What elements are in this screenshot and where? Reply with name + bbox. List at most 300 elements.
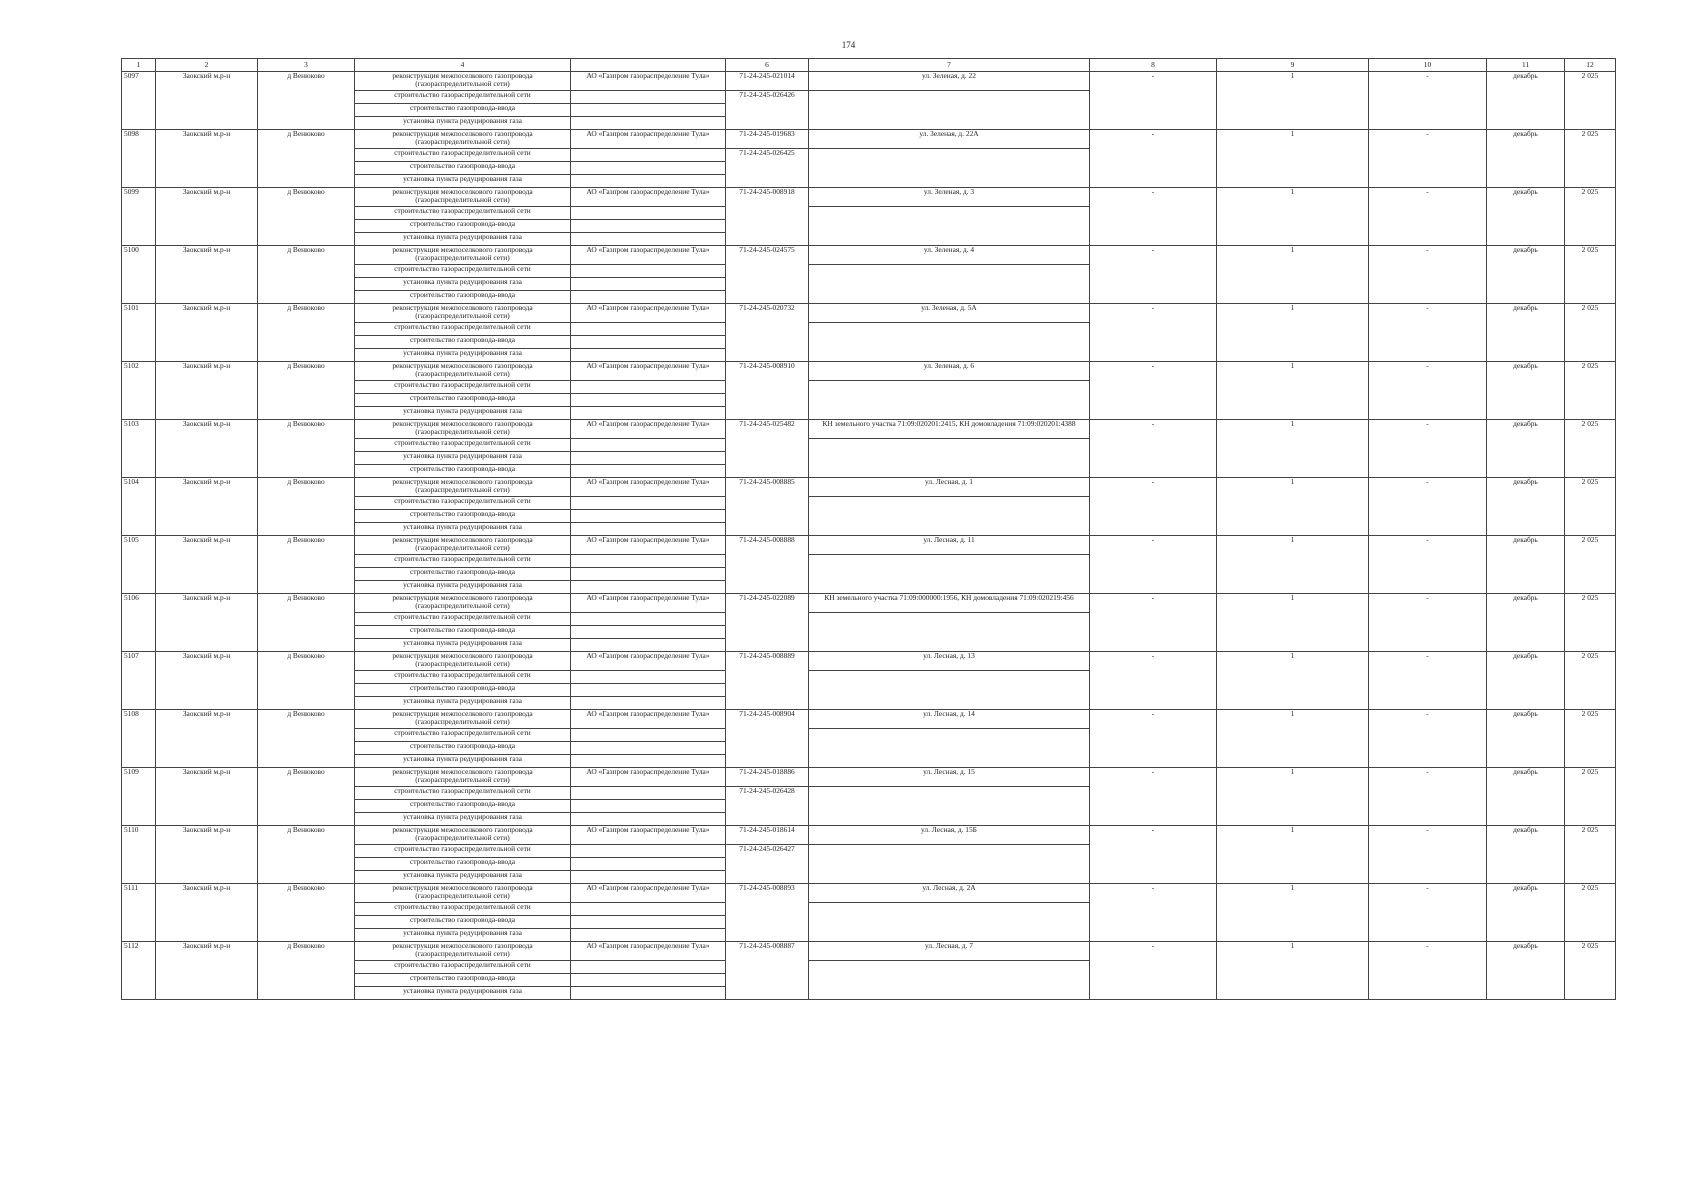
organization-cell (571, 465, 726, 478)
record-number: 5108 (122, 710, 156, 768)
table-row (122, 652, 1616, 671)
organization-cell (571, 336, 726, 349)
work-type-cell: строительство газопровода-ввода (355, 684, 571, 697)
application-id-cell: 71-24-245-019683 (726, 130, 809, 149)
work-type-cell: строительство газораспределительной сети (355, 149, 571, 162)
record-number: 5100 (122, 246, 156, 304)
organization-cell (571, 581, 726, 594)
address-cell (809, 613, 1090, 652)
organization-cell (571, 149, 726, 162)
month-cell: декабрь (1487, 130, 1565, 188)
column-9-cell: 1 (1217, 884, 1369, 942)
district-cell: Заокский м.р-н (156, 188, 258, 246)
column-9-cell: 1 (1217, 72, 1369, 130)
column-10-cell: - (1369, 130, 1487, 188)
record-number: 5107 (122, 652, 156, 710)
work-type-cell: строительство газопровода-ввода (355, 394, 571, 407)
year-cell: 2 025 (1565, 536, 1616, 594)
work-type-cell: строительство газораспределительной сети (355, 497, 571, 510)
district-cell: Заокский м.р-н (156, 72, 258, 130)
address-cell (809, 845, 1090, 884)
year-cell: 2 025 (1565, 130, 1616, 188)
column-9-cell: 1 (1217, 710, 1369, 768)
work-type-cell: строительство газопровода-ввода (355, 291, 571, 304)
work-type-cell: строительство газораспределительной сети (355, 729, 571, 742)
column-8-cell: - (1090, 826, 1217, 884)
column-header: 9 (1217, 59, 1369, 72)
work-type-cell: реконструкция межпоселкового газопровода (газораспределительной сети) (355, 188, 571, 207)
district-cell: Заокский м.р-н (156, 130, 258, 188)
organization-cell (571, 394, 726, 407)
column-10-cell: - (1369, 942, 1487, 1000)
work-type-cell: установка пункта редуцирования газа (355, 813, 571, 826)
application-id-cell: 71-24-245-008904 (726, 710, 809, 768)
district-cell: Заокский м.р-н (156, 942, 258, 1000)
year-cell: 2 025 (1565, 478, 1616, 536)
organization-cell (571, 291, 726, 304)
work-type-cell: строительство газопровода-ввода (355, 220, 571, 233)
address-cell: ул. Зеленая, д. 6 (809, 362, 1090, 381)
organization-cell (571, 871, 726, 884)
application-id-cell: 71-24-245-022089 (726, 594, 809, 652)
organization-cell (571, 523, 726, 536)
application-id-cell: 71-24-245-026425 (726, 149, 809, 188)
year-cell: 2 025 (1565, 942, 1616, 1000)
organization-cell (571, 162, 726, 175)
year-cell: 2 025 (1565, 72, 1616, 130)
work-type-cell: установка пункта редуцирования газа (355, 452, 571, 465)
work-type-cell: реконструкция межпоселкового газопровода (газораспределительной сети) (355, 710, 571, 729)
work-type-cell: реконструкция межпоселкового газопровода (газораспределительной сети) (355, 420, 571, 439)
column-header: 4 (355, 59, 571, 72)
work-type-cell: установка пункта редуцирования газа (355, 278, 571, 291)
organization-cell (571, 697, 726, 710)
locality-cell: д Венюково (258, 188, 355, 246)
district-cell: Заокский м.р-н (156, 768, 258, 826)
column-10-cell: - (1369, 594, 1487, 652)
work-type-cell: установка пункта редуцирования газа (355, 581, 571, 594)
year-cell: 2 025 (1565, 362, 1616, 420)
address-cell: ул. Зеленая, д. 3 (809, 188, 1090, 207)
work-type-cell: реконструкция межпоселкового газопровода (газораспределительной сети) (355, 942, 571, 961)
month-cell: декабрь (1487, 304, 1565, 362)
work-type-cell: реконструкция межпоселкового газопровода (газораспределительной сети) (355, 536, 571, 555)
organization-cell (571, 639, 726, 652)
work-type-cell: строительство газопровода-ввода (355, 974, 571, 987)
address-cell: ул. Лесная, д. 7 (809, 942, 1090, 961)
record-number: 5104 (122, 478, 156, 536)
work-type-cell: реконструкция межпоселкового газопровода (газораспределительной сети) (355, 884, 571, 903)
organization-cell (571, 175, 726, 188)
year-cell: 2 025 (1565, 652, 1616, 710)
column-10-cell: - (1369, 362, 1487, 420)
application-id-cell: 71-24-245-020732 (726, 304, 809, 362)
work-type-cell: установка пункта редуцирования газа (355, 871, 571, 884)
work-type-cell: реконструкция межпоселкового газопровода (газораспределительной сети) (355, 826, 571, 845)
address-cell (809, 729, 1090, 768)
locality-cell: д Венюково (258, 420, 355, 478)
district-cell: Заокский м.р-н (156, 652, 258, 710)
organization-cell: АО «Газпром газораспределение Тула» (571, 826, 726, 845)
address-cell: ул. Лесная, д. 1 (809, 478, 1090, 497)
application-id-cell: 71-24-245-008893 (726, 884, 809, 942)
district-cell: Заокский м.р-н (156, 362, 258, 420)
organization-cell (571, 684, 726, 697)
work-type-cell: установка пункта редуцирования газа (355, 697, 571, 710)
column-9-cell: 1 (1217, 478, 1369, 536)
table-row (122, 72, 1616, 91)
month-cell: декабрь (1487, 536, 1565, 594)
table-row (122, 246, 1616, 265)
address-cell (809, 323, 1090, 362)
organization-cell (571, 323, 726, 336)
locality-cell: д Венюково (258, 826, 355, 884)
application-id-cell: 71-24-245-008910 (726, 362, 809, 420)
district-cell: Заокский м.р-н (156, 536, 258, 594)
column-header: 12 (1565, 59, 1616, 72)
column-header: 10 (1369, 59, 1487, 72)
month-cell: декабрь (1487, 884, 1565, 942)
column-9-cell: 1 (1217, 768, 1369, 826)
month-cell: декабрь (1487, 72, 1565, 130)
record-number: 5110 (122, 826, 156, 884)
district-cell: Заокский м.р-н (156, 594, 258, 652)
column-8-cell: - (1090, 652, 1217, 710)
organization-cell: АО «Газпром газораспределение Тула» (571, 72, 726, 91)
column-8-cell: - (1090, 362, 1217, 420)
month-cell: декабрь (1487, 246, 1565, 304)
application-id-cell: 71-24-245-024575 (726, 246, 809, 304)
organization-cell: АО «Газпром газораспределение Тула» (571, 768, 726, 787)
address-cell (809, 961, 1090, 1000)
application-id-cell: 71-24-245-008918 (726, 188, 809, 246)
work-type-cell: реконструкция межпоселкового газопровода (газораспределительной сети) (355, 130, 571, 149)
column-header: 8 (1090, 59, 1217, 72)
work-type-cell: строительство газопровода-ввода (355, 336, 571, 349)
record-number: 5109 (122, 768, 156, 826)
work-type-cell: установка пункта редуцирования газа (355, 523, 571, 536)
organization-cell: АО «Газпром газораспределение Тула» (571, 188, 726, 207)
organization-cell: АО «Газпром газораспределение Тула» (571, 536, 726, 555)
locality-cell: д Венюково (258, 362, 355, 420)
year-cell: 2 025 (1565, 246, 1616, 304)
organization-cell: АО «Газпром газораспределение Тула» (571, 942, 726, 961)
address-cell (809, 207, 1090, 246)
column-8-cell: - (1090, 72, 1217, 130)
column-10-cell: - (1369, 246, 1487, 304)
year-cell: 2 025 (1565, 884, 1616, 942)
month-cell: декабрь (1487, 826, 1565, 884)
column-9-cell: 1 (1217, 652, 1369, 710)
organization-cell (571, 555, 726, 568)
column-8-cell: - (1090, 710, 1217, 768)
work-type-cell: строительство газораспределительной сети (355, 845, 571, 858)
work-type-cell: строительство газопровода-ввода (355, 626, 571, 639)
organization-cell (571, 787, 726, 800)
work-type-cell: реконструкция межпоселкового газопровода (газораспределительной сети) (355, 652, 571, 671)
column-header: 1 (122, 59, 156, 72)
table-row (122, 304, 1616, 323)
record-number: 5103 (122, 420, 156, 478)
address-cell (809, 497, 1090, 536)
work-type-cell: строительство газораспределительной сети (355, 613, 571, 626)
locality-cell: д Венюково (258, 72, 355, 130)
organization-cell (571, 452, 726, 465)
column-8-cell: - (1090, 594, 1217, 652)
organization-cell (571, 104, 726, 117)
organization-cell (571, 117, 726, 130)
work-type-cell: строительство газопровода-ввода (355, 568, 571, 581)
organization-cell: АО «Газпром газораспределение Тула» (571, 652, 726, 671)
work-type-cell: строительство газопровода-ввода (355, 510, 571, 523)
organization-cell (571, 858, 726, 871)
application-id-cell: 71-24-245-008887 (726, 942, 809, 1000)
work-type-cell: установка пункта редуцирования газа (355, 987, 571, 1000)
work-type-cell: установка пункта редуцирования газа (355, 349, 571, 362)
locality-cell: д Венюково (258, 768, 355, 826)
application-id-cell: 71-24-245-026428 (726, 787, 809, 826)
column-header: 11 (1487, 59, 1565, 72)
year-cell: 2 025 (1565, 594, 1616, 652)
work-type-cell: строительство газораспределительной сети (355, 903, 571, 916)
work-type-cell: строительство газораспределительной сети (355, 91, 571, 104)
work-type-cell: установка пункта редуцирования газа (355, 117, 571, 130)
work-type-cell: строительство газораспределительной сети (355, 439, 571, 452)
column-8-cell: - (1090, 884, 1217, 942)
month-cell: декабрь (1487, 652, 1565, 710)
address-cell (809, 381, 1090, 420)
work-type-cell: строительство газораспределительной сети (355, 555, 571, 568)
organization-cell (571, 568, 726, 581)
address-cell (809, 439, 1090, 478)
address-cell: ул. Лесная, д. 14 (809, 710, 1090, 729)
month-cell: декабрь (1487, 362, 1565, 420)
organization-cell (571, 278, 726, 291)
district-cell: Заокский м.р-н (156, 884, 258, 942)
table-row (122, 130, 1616, 149)
work-type-cell: реконструкция межпоселкового газопровода (газораспределительной сети) (355, 362, 571, 381)
work-type-cell: строительство газораспределительной сети (355, 381, 571, 394)
work-type-cell: установка пункта редуцирования газа (355, 755, 571, 768)
year-cell: 2 025 (1565, 304, 1616, 362)
locality-cell: д Венюково (258, 478, 355, 536)
application-id-cell: 71-24-245-018886 (726, 768, 809, 787)
record-number: 5101 (122, 304, 156, 362)
column-header: 7 (809, 59, 1090, 72)
organization-cell: АО «Газпром газораспределение Тула» (571, 478, 726, 497)
organization-cell (571, 407, 726, 420)
organization-cell (571, 845, 726, 858)
organization-cell: АО «Газпром газораспределение Тула» (571, 304, 726, 323)
column-9-cell: 1 (1217, 420, 1369, 478)
table-row (122, 594, 1616, 613)
address-cell: ул. Лесная, д. 15Б (809, 826, 1090, 845)
column-9-cell: 1 (1217, 188, 1369, 246)
record-number: 5112 (122, 942, 156, 1000)
address-cell: ул. Лесная, д. 2А (809, 884, 1090, 903)
table-row (122, 710, 1616, 729)
column-9-cell: 1 (1217, 594, 1369, 652)
header-row (122, 59, 1616, 72)
organization-cell (571, 755, 726, 768)
organization-cell (571, 671, 726, 684)
work-type-cell: строительство газораспределительной сети (355, 323, 571, 336)
organization-cell (571, 349, 726, 362)
address-cell: КН земельного участка 71:09:000000:1956, КН домовладения 71:09:020219:456 (809, 594, 1090, 613)
district-cell: Заокский м.р-н (156, 478, 258, 536)
organization-cell (571, 233, 726, 246)
column-10-cell: - (1369, 884, 1487, 942)
locality-cell: д Венюково (258, 710, 355, 768)
locality-cell: д Венюково (258, 942, 355, 1000)
organization-cell (571, 974, 726, 987)
address-cell: ул. Лесная, д. 13 (809, 652, 1090, 671)
month-cell: декабрь (1487, 768, 1565, 826)
register-body (122, 72, 1616, 1000)
work-type-cell: строительство газопровода-ввода (355, 800, 571, 813)
address-cell: ул. Зеленая, д. 5А (809, 304, 1090, 323)
application-id-cell: 71-24-245-008888 (726, 536, 809, 594)
work-type-cell: строительство газопровода-ввода (355, 104, 571, 117)
record-number: 5105 (122, 536, 156, 594)
address-cell: ул. Зеленая, д. 22А (809, 130, 1090, 149)
column-10-cell: - (1369, 188, 1487, 246)
work-type-cell: установка пункта редуцирования газа (355, 407, 571, 420)
month-cell: декабрь (1487, 942, 1565, 1000)
column-8-cell: - (1090, 130, 1217, 188)
application-id-cell: 71-24-245-025482 (726, 420, 809, 478)
organization-cell (571, 916, 726, 929)
address-cell: ул. Зеленая, д. 22 (809, 72, 1090, 91)
organization-cell: АО «Газпром газораспределение Тула» (571, 594, 726, 613)
table-row (122, 478, 1616, 497)
column-header: 2 (156, 59, 258, 72)
organization-cell: АО «Газпром газораспределение Тула» (571, 362, 726, 381)
year-cell: 2 025 (1565, 188, 1616, 246)
locality-cell: д Венюково (258, 536, 355, 594)
column-10-cell: - (1369, 72, 1487, 130)
locality-cell: д Венюково (258, 594, 355, 652)
column-8-cell: - (1090, 420, 1217, 478)
column-9-cell: 1 (1217, 246, 1369, 304)
district-cell: Заокский м.р-н (156, 304, 258, 362)
organization-cell (571, 929, 726, 942)
month-cell: декабрь (1487, 594, 1565, 652)
month-cell: декабрь (1487, 710, 1565, 768)
work-type-cell: реконструкция межпоселкового газопровода (газораспределительной сети) (355, 594, 571, 613)
organization-cell (571, 439, 726, 452)
address-cell (809, 787, 1090, 826)
organization-cell: АО «Газпром газораспределение Тула» (571, 884, 726, 903)
work-type-cell: установка пункта редуцирования газа (355, 929, 571, 942)
organization-cell (571, 207, 726, 220)
record-number: 5099 (122, 188, 156, 246)
table-row (122, 362, 1616, 381)
organization-cell (571, 626, 726, 639)
year-cell: 2 025 (1565, 420, 1616, 478)
locality-cell: д Венюково (258, 884, 355, 942)
work-type-cell: реконструкция межпоселкового газопровода (газораспределительной сети) (355, 768, 571, 787)
gasification-register-table (121, 58, 1616, 1000)
organization-cell: АО «Газпром газораспределение Тула» (571, 710, 726, 729)
work-type-cell: строительство газопровода-ввода (355, 858, 571, 871)
page-number: 174 (841, 40, 856, 50)
column-header: 6 (726, 59, 809, 72)
work-type-cell: строительство газораспределительной сети (355, 671, 571, 684)
organization-cell: АО «Газпром газораспределение Тула» (571, 130, 726, 149)
organization-cell (571, 813, 726, 826)
month-cell: декабрь (1487, 188, 1565, 246)
organization-cell (571, 742, 726, 755)
organization-cell (571, 613, 726, 626)
record-number: 5097 (122, 72, 156, 130)
column-8-cell: - (1090, 188, 1217, 246)
column-9-cell: 1 (1217, 536, 1369, 594)
application-id-cell: 71-24-245-008885 (726, 478, 809, 536)
column-9-cell: 1 (1217, 942, 1369, 1000)
application-id-cell: 71-24-245-018614 (726, 826, 809, 845)
district-cell: Заокский м.р-н (156, 246, 258, 304)
organization-cell: АО «Газпром газораспределение Тула» (571, 420, 726, 439)
column-9-cell: 1 (1217, 130, 1369, 188)
work-type-cell: реконструкция межпоселкового газопровода (газораспределительной сети) (355, 246, 571, 265)
column-header (571, 59, 726, 72)
locality-cell: д Венюково (258, 304, 355, 362)
record-number: 5098 (122, 130, 156, 188)
column-10-cell: - (1369, 652, 1487, 710)
work-type-cell: установка пункта редуцирования газа (355, 639, 571, 652)
work-type-cell: реконструкция межпоселкового газопровода (газораспределительной сети) (355, 304, 571, 323)
organization-cell (571, 800, 726, 813)
locality-cell: д Венюково (258, 130, 355, 188)
column-10-cell: - (1369, 826, 1487, 884)
table-row (122, 420, 1616, 439)
address-cell (809, 671, 1090, 710)
column-8-cell: - (1090, 304, 1217, 362)
organization-cell (571, 91, 726, 104)
column-10-cell: - (1369, 768, 1487, 826)
address-cell: ул. Зеленая, д. 4 (809, 246, 1090, 265)
table-row (122, 188, 1616, 207)
organization-cell: АО «Газпром газораспределение Тула» (571, 246, 726, 265)
column-10-cell: - (1369, 420, 1487, 478)
column-8-cell: - (1090, 942, 1217, 1000)
column-9-cell: 1 (1217, 826, 1369, 884)
district-cell: Заокский м.р-н (156, 710, 258, 768)
table-row (122, 536, 1616, 555)
record-number: 5111 (122, 884, 156, 942)
column-9-cell: 1 (1217, 362, 1369, 420)
column-10-cell: - (1369, 536, 1487, 594)
address-cell (809, 555, 1090, 594)
work-type-cell: строительство газопровода-ввода (355, 916, 571, 929)
column-8-cell: - (1090, 246, 1217, 304)
work-type-cell: установка пункта редуцирования газа (355, 175, 571, 188)
address-cell: КН земельного участка 71:09:020201:2415, КН домовладения 71:09:020201:4388 (809, 420, 1090, 439)
work-type-cell: строительство газораспределительной сети (355, 207, 571, 220)
record-number: 5106 (122, 594, 156, 652)
address-cell (809, 91, 1090, 130)
locality-cell: д Венюково (258, 246, 355, 304)
month-cell: декабрь (1487, 420, 1565, 478)
year-cell: 2 025 (1565, 710, 1616, 768)
organization-cell (571, 220, 726, 233)
application-id-cell: 71-24-245-008889 (726, 652, 809, 710)
column-8-cell: - (1090, 768, 1217, 826)
work-type-cell: реконструкция межпоселкового газопровода (газораспределительной сети) (355, 72, 571, 91)
table-row (122, 826, 1616, 845)
month-cell: декабрь (1487, 478, 1565, 536)
